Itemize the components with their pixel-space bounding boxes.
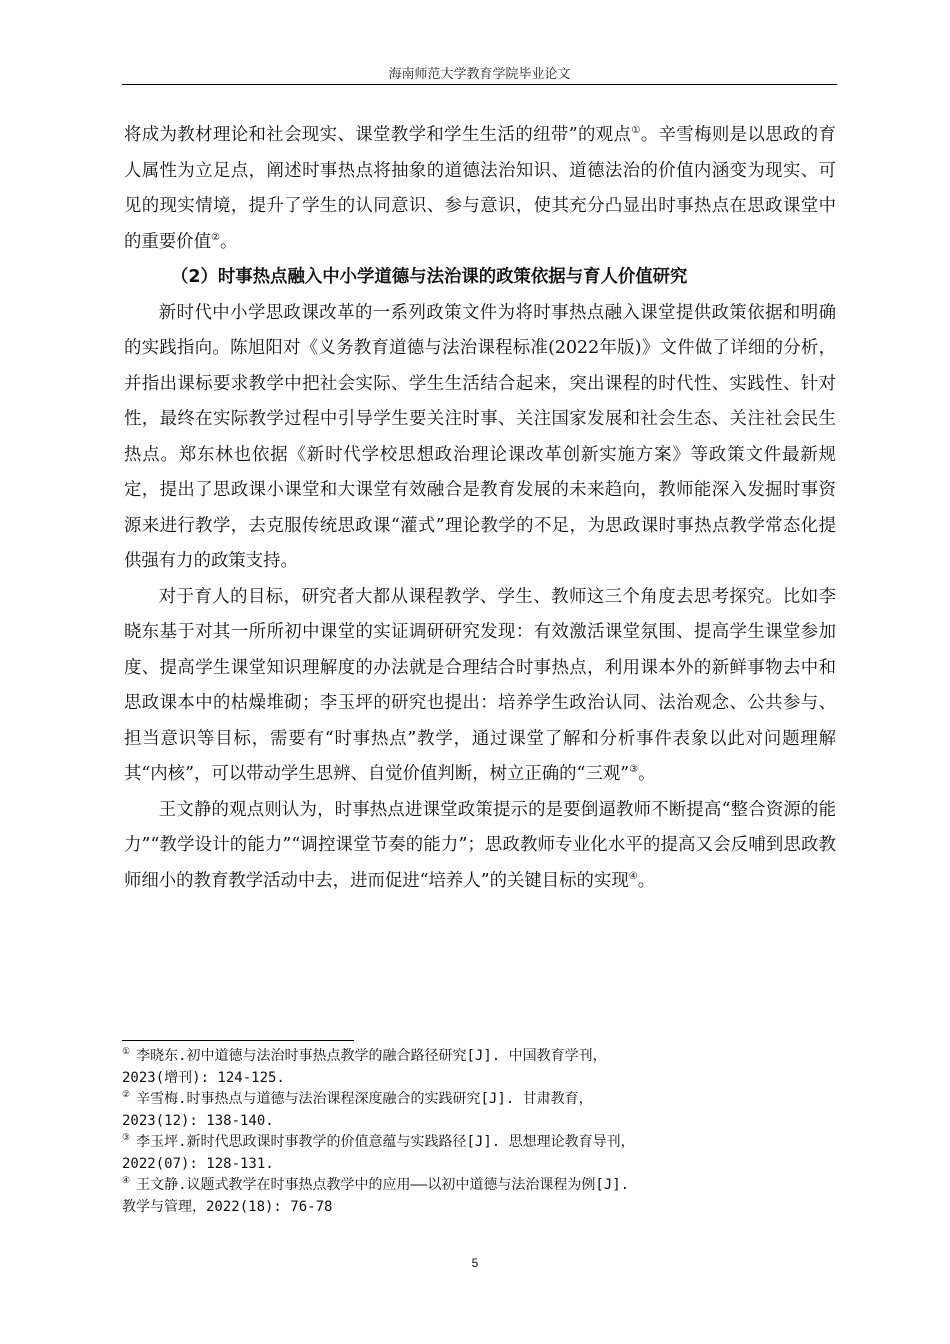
- page-number: 5: [471, 1256, 479, 1270]
- footnote-text: 2023(12): 138-140.: [122, 1112, 274, 1129]
- footnote-mark: ③: [122, 1133, 131, 1144]
- header-divider: [122, 84, 837, 85]
- footnote-text: 辛雪梅.时事热点与道德与法治课程深度融合的实践研究[J]. 甘肃教育，: [136, 1091, 593, 1107]
- footnote-mark: ④: [122, 1176, 131, 1187]
- footnote-text: 2022(07): 128-131.: [122, 1155, 274, 1172]
- footnote-divider: [122, 1040, 354, 1041]
- paragraph-3-text-a: 对于育人的目标，研究者大都从课程教学、学生、教师这三个角度去思考探究。比如李晓东基于对其一所所初中课堂的实证调研研究发现：有效激活课堂氛围、提高学生课堂参加度、提高学生课堂知识理解度的办法就是合理结合时事热点，利用课本外的新鲜事物去中和思政课本中的枯燥堆砌；李玉坪的研究也提出：培养学生政治认同、法治观念、公共参与、担当意识等目标，需要有“时事热点”教学，通过课堂了解和分析事件表象以此对问题理解其“内核”，可以带动学生思辨、自觉价值判断，树立正确的“三观”: [124, 586, 836, 784]
- paragraph-1: [124, 118, 836, 260]
- paragraph-3: [124, 580, 836, 793]
- footnote-text: 2023(增刊): 124-125.: [122, 1069, 285, 1086]
- footnote-ref-3[interactable]: ③: [629, 764, 639, 776]
- footnote-3: [122, 1132, 837, 1175]
- footnote-ref-1[interactable]: ①: [631, 125, 641, 137]
- paragraph-4: [124, 793, 836, 900]
- page-header: 海南师范大学教育学院毕业论文: [388, 67, 571, 82]
- paragraph-4-text-a: 王文静的观点则认为，时事热点进课堂政策提示的是要倒逼教师不断提高“整合资源的能力”“教学设计的能力”“调控课堂节奏的能力”；思政教师专业化水平的提高又会反哺到思政教师细小的教育教学活动中去，进而促进“培养人”的关键目标的实现: [124, 799, 836, 891]
- footnote-mark: ①: [122, 1047, 131, 1058]
- footnotes: [122, 1046, 837, 1218]
- footnote-2: [122, 1089, 837, 1132]
- footnote-1: [122, 1046, 837, 1089]
- body-text: [124, 118, 836, 899]
- paragraph-3-text-b: 。: [638, 764, 656, 784]
- footnote-mark: ②: [122, 1090, 131, 1101]
- footnote-text: 李玉坪.新时代思政课时事教学的价值意蕴与实践路径[J]. 思想理论教育导刊，: [136, 1134, 635, 1150]
- paragraph-1-text-a: 将成为教材理论和社会现实、课堂教学和学生生活的纽带”的观点: [124, 125, 632, 145]
- footnote-text: 王文静.议题式教学在时事热点教学中的应用——以初中道德与法治课程为例[J].: [136, 1177, 630, 1193]
- section-heading: （2）时事热点融入中小学道德与法治课的政策依据与育人价值研究: [171, 267, 688, 287]
- footnote-4: [122, 1175, 837, 1218]
- paragraph-1-text-c: 。: [219, 231, 238, 252]
- paragraph-1-text-b: 。辛雪梅则是以思政的育人属性为立足点，阐述时事热点将抽象的道德法治知识、道德法治的价值内涵变为现实、可见的现实情境，提升了学生的认同意识、参与意识，使其充分凸显出时事热点在思政课堂中的重要价值: [124, 125, 836, 252]
- footnote-text: 李晓东.初中道德与法治时事热点教学的融合路径研究[J]. 中国教育学刊，: [136, 1048, 607, 1064]
- footnote-ref-4[interactable]: ④: [628, 870, 638, 882]
- paragraph-2: 新时代中小学思政课改革的一系列政策文件为将时事热点融入课堂提供政策依据和明确的实践指向。陈旭阳对《义务教育道德与法治课程标准(2022年版)》文件做了详细的分析，并指出课标要求教学中把社会实际、学生生活结合起来，突出课程的时代性、实践性、针对性，最终在实际教学过程中引导学生要关注时事、关注国家发展和社会生态、关注社会民生热点。郑东林也依据《新时代学校思想政治理论课改革创新实施方案》等政策文件最新规定，提出了思政课小课堂和大课堂有效融合是教育发展的未来趋向，教师能深入发掘时事资源来进行教学，去克服传统思政课“灌式”理论教学的不足，为思政课时事热点教学常态化提供强有力的政策支持。: [124, 302, 836, 571]
- footnote-ref-2[interactable]: ②: [210, 231, 220, 243]
- footnote-text: 教学与管理，2022(18): 76-78: [122, 1198, 333, 1215]
- paragraph-4-text-b: 。: [637, 870, 656, 891]
